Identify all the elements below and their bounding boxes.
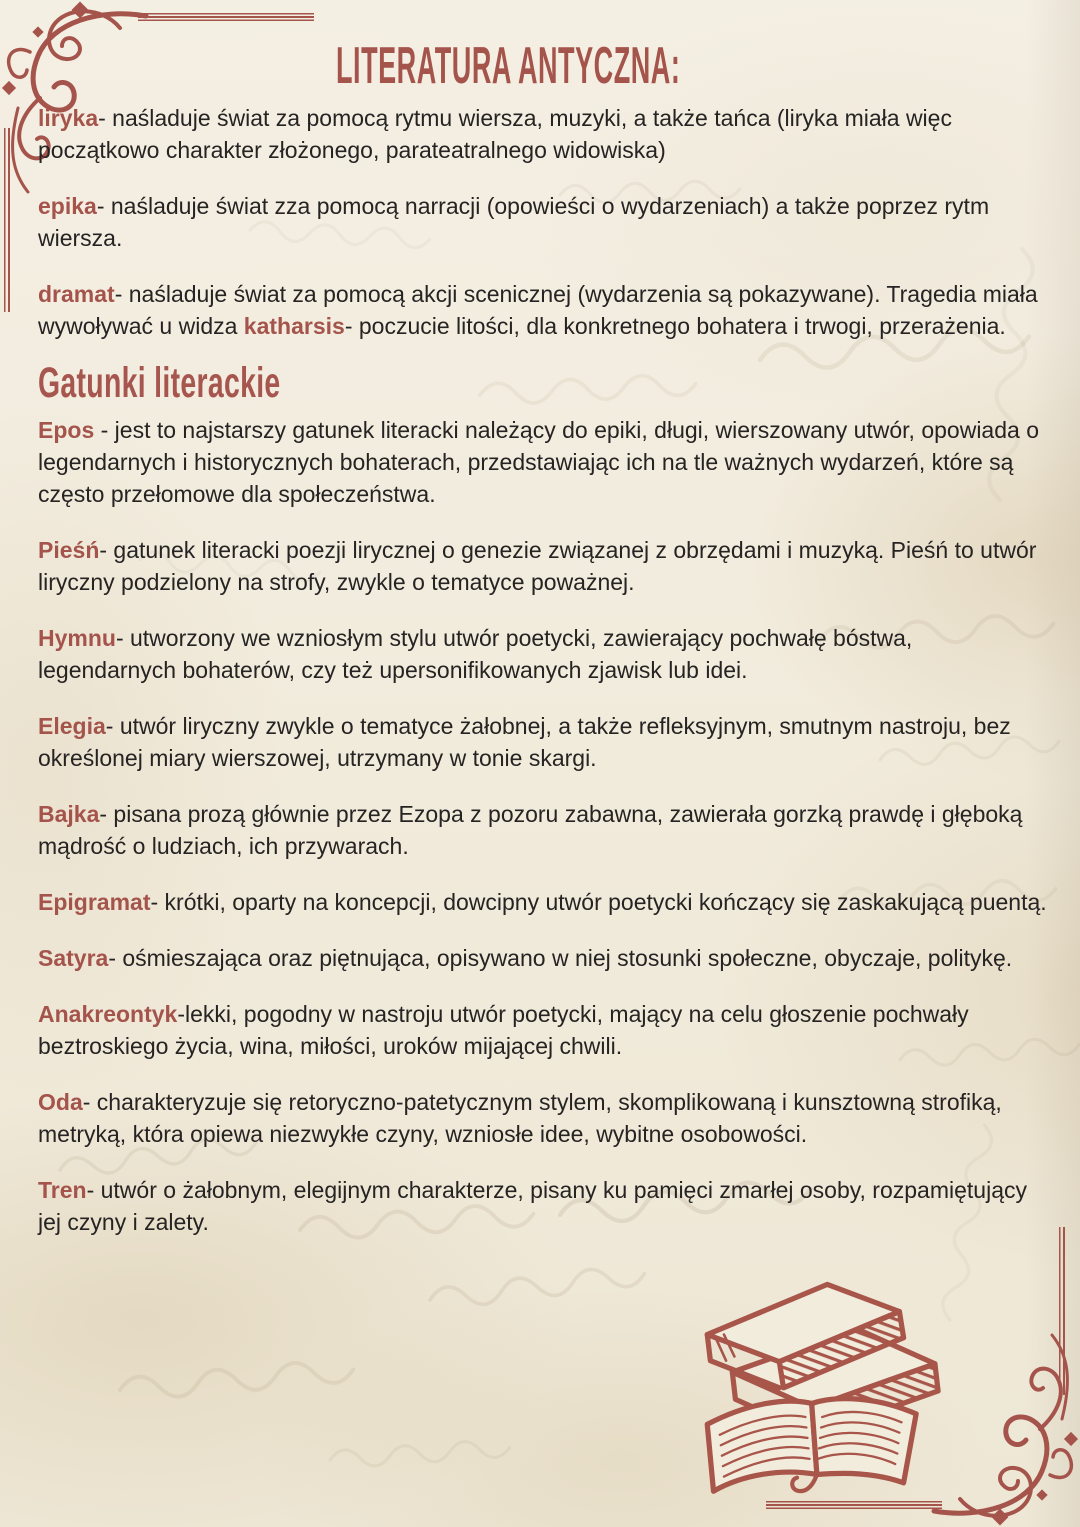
- genre-satyra: [38, 942, 1050, 974]
- page-title: LITERATURA ANTYCZNA:: [336, 37, 681, 95]
- definition-liryka: [38, 102, 1050, 166]
- definition-epika-text: - naśladuje świat zza pomocą narracji (opowieści o wydarzeniach) a także poprzez rytm wiersza.: [38, 193, 990, 251]
- definition-dramat-text-2: - poczucie litości, dla konkretnego bohatera i trwogi, przerażenia.: [344, 313, 1006, 339]
- genre-epigramat-text: - krótki, oparty na koncepcji, dowcipny utwór poetycki kończący się zaskakującą puentą.: [150, 889, 1047, 915]
- term-tren: Tren: [38, 1177, 87, 1203]
- genre-epigramat: [38, 886, 1050, 918]
- genre-bajka: [38, 798, 1050, 862]
- term-elegia: Elegia: [38, 713, 106, 739]
- genre-piesn-text: - gatunek literacki poezji lirycznej o genezie związanej z obrzędami i muzyką. Pieśń to utwór liryczny podzielony na strofy, zwykle o tematyce poważnej.: [38, 537, 1037, 595]
- notes-content: [0, 37, 1080, 1238]
- genre-epos-text: - jest to najstarszy gatunek literacki należący do epiki, długi, wierszowany utwór, opowiada o legendarnych i historycznych bohaterach, przedstawiając ich na tle ważnych wydarzeń, które są często przełomowe dla społeczeństwa.: [38, 417, 1039, 507]
- books-illustration: [678, 1238, 960, 1500]
- definition-liryka-text: - naśladuje świat za pomocą rytmu wiersza, muzyki, a także tańca (liryka miała więc początkowo charakter złożonego, parateatralnego widowiska): [38, 105, 952, 163]
- genre-satyra-text: - ośmieszająca oraz piętnująca, opisywano w niej stosunki społeczne, obyczaje, politykę.: [108, 945, 1013, 971]
- definition-epika: [38, 190, 1050, 254]
- term-liryka: liryka: [38, 105, 99, 131]
- term-oda: Oda: [38, 1089, 83, 1115]
- genre-epos: [38, 414, 1050, 510]
- definition-dramat-text-1: - naśladuje świat za pomocą akcji scenicznej (wydarzenia są pokazywane). Tragedia miała wywoływać u widza: [38, 281, 1038, 339]
- term-epika: epika: [38, 193, 97, 219]
- term-anakreontyk: Anakreontyk: [38, 1001, 178, 1027]
- genre-hymn: [38, 622, 1050, 686]
- genre-anakreontyk-text: -lekki, pogodny w nastroju utwór poetycki, mający na celu głoszenie pochwały beztroskiego życia, wina, miłości, uroków mijającej chwili.: [38, 1001, 969, 1059]
- term-hymn: Hymnu: [38, 625, 116, 651]
- term-bajka: Bajka: [38, 801, 100, 827]
- genre-piesn: [38, 534, 1050, 598]
- genre-elegia: [38, 710, 1050, 774]
- term-epos: Epos: [38, 417, 95, 443]
- genre-anakreontyk: [38, 998, 1050, 1062]
- genre-hymn-text: - utworzony we wzniosłym stylu utwór poetycki, zawierający pochwałę bóstwa, legendarnych bohaterów, czy też upersonifikowanych zjawisk lub idei.: [38, 625, 913, 683]
- term-dramat: dramat: [38, 281, 115, 307]
- genre-oda: [38, 1086, 1050, 1150]
- genre-tren: [38, 1174, 1050, 1238]
- top-border-rule: [138, 13, 314, 21]
- definition-dramat: [38, 278, 1050, 342]
- term-piesn: Pieśń: [38, 537, 100, 563]
- genre-bajka-text: - pisana prozą głównie przez Ezopa z pozoru zabawna, zawierała gorzką prawdę i głęboką mądrość o ludziach, ich przywarach.: [38, 801, 1023, 859]
- term-epigramat: Epigramat: [38, 889, 151, 915]
- section-heading-genres: Gatunki literackie: [38, 359, 281, 407]
- bottom-border-rule: [766, 1501, 942, 1509]
- term-katharsis: katharsis: [243, 313, 345, 339]
- genre-tren-text: - utwór o żałobnym, elegijnym charakterze, pisany ku pamięci zmarłej osoby, rozpamiętujący jej czyny i zalety.: [38, 1177, 1027, 1235]
- genre-elegia-text: - utwór liryczny zwykle o tematyce żałobnej, a także refleksyjnym, smutnym nastroju, bez określonej miary wierszowej, utrzymany w tonie skargi.: [38, 713, 1011, 771]
- genre-oda-text: - charakteryzuje się retoryczno-patetycznym stylem, skomplikowaną i kunsztowną strofiką, metryką, która opiewa niezwykłe czyny, wzniosłe idee, wybitne osobowości.: [38, 1089, 1002, 1147]
- term-satyra: Satyra: [38, 945, 109, 971]
